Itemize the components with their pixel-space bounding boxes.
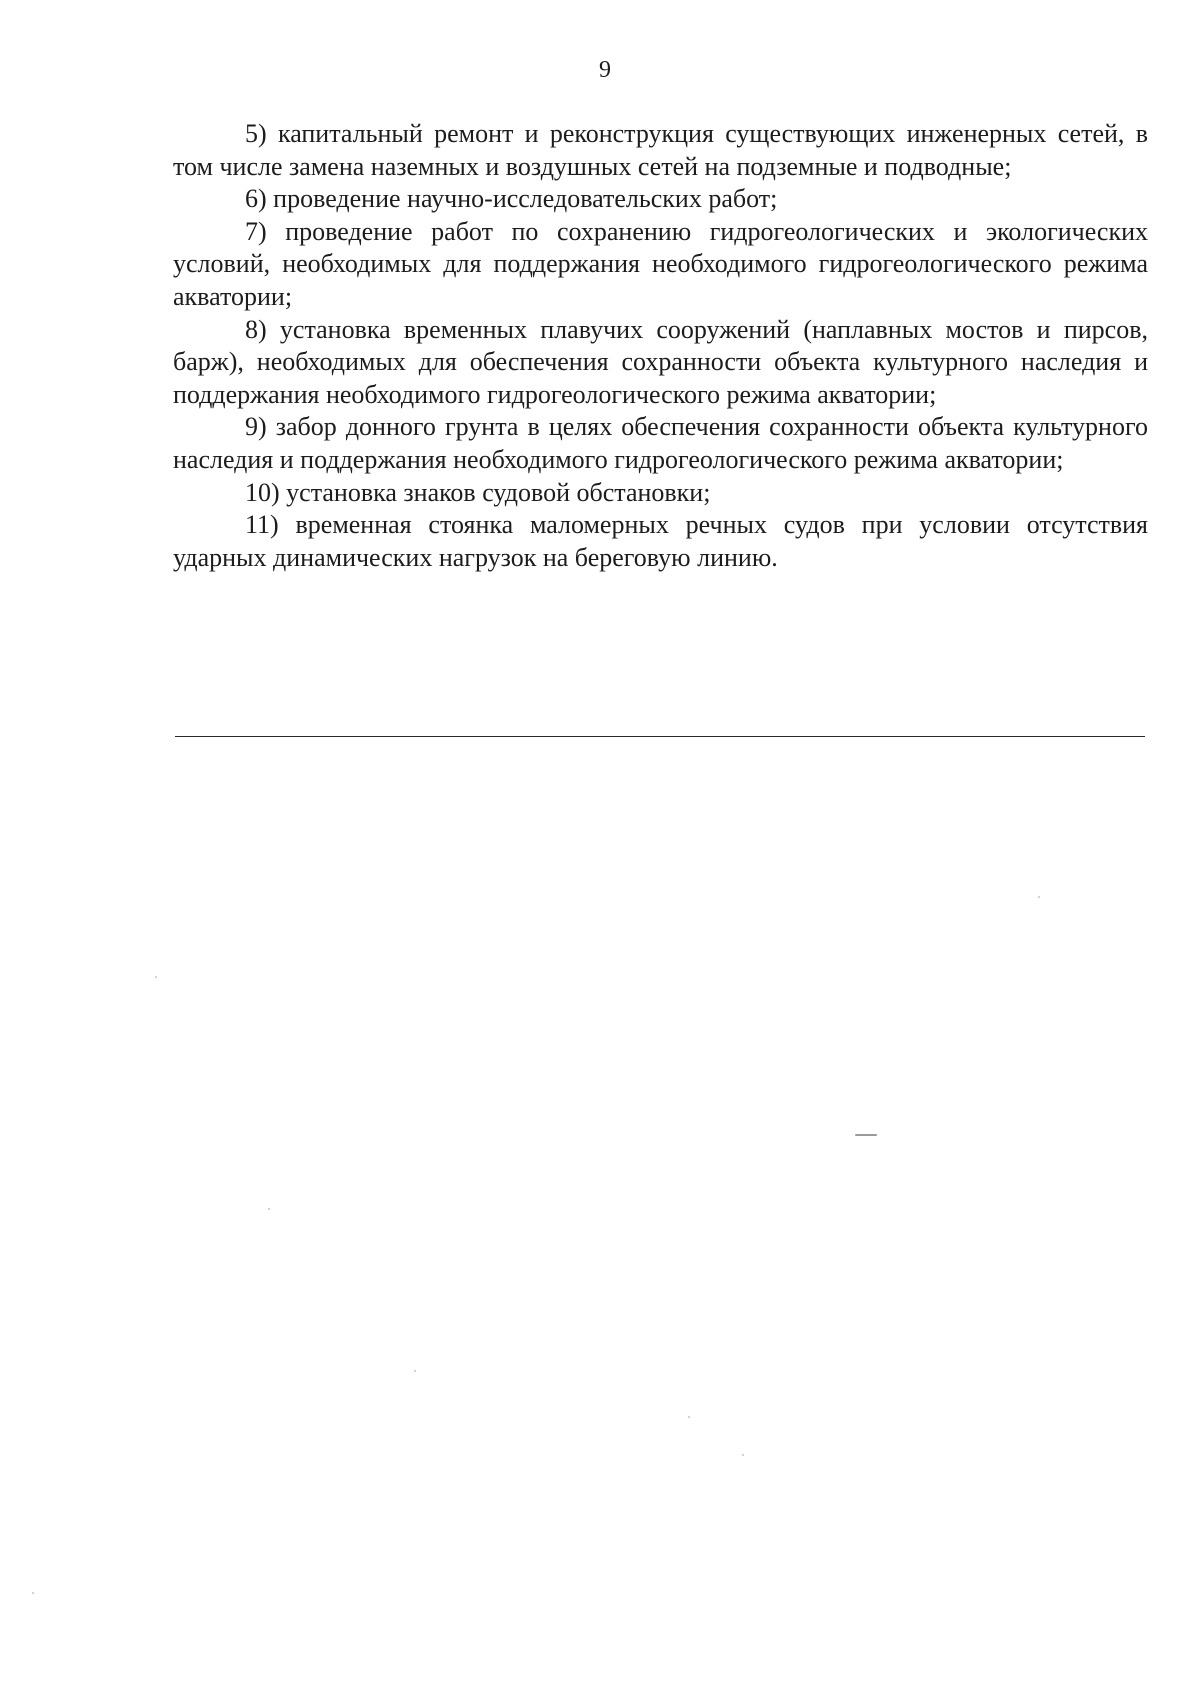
paragraph-item-5: 5) капитальный ремонт и реконструкция существующих инженерных сетей, в том числе замена наземных и воздушных сетей на подземные и подводные; — [173, 119, 1148, 181]
scan-speck — [742, 1454, 744, 1456]
document-body — [173, 118, 1148, 574]
page-number: 9 — [599, 57, 611, 83]
paragraph-item-9: 9) забор донного грунта в целях обеспечения сохранности объекта культурного наследия и поддержания необходимого гидрогеологического режима акватории; — [173, 412, 1148, 474]
scan-speck — [32, 1592, 34, 1594]
paragraph-item-11: 11) временная стоянка маломерных речных судов при условии отсутствия ударных динамических нагрузок на береговую линию. — [173, 510, 1148, 572]
end-of-text-divider — [175, 736, 1145, 737]
paragraph-item-7: 7) проведение работ по сохранению гидрогеологических и экологических условий, необходимых для поддержания необходимого гидрогеологического режима акватории; — [173, 216, 1148, 311]
scan-smudge — [855, 1134, 877, 1136]
scan-speck — [1038, 896, 1040, 898]
scan-speck — [268, 1208, 270, 1210]
scan-speck — [688, 1416, 690, 1418]
paragraph-item-6: 6) проведение научно-исследовательских работ; — [245, 184, 778, 214]
scan-speck — [155, 976, 157, 978]
scan-speck — [414, 1370, 416, 1372]
paragraph-item-8: 8) установка временных плавучих сооружений (наплавных мостов и пирсов, барж), необходимых для обеспечения сохранности объекта культурного наследия и поддержания необходимого гидрогеологического режима акватории; — [173, 314, 1148, 409]
paragraph-item-10: 10) установка знаков судовой обстановки; — [245, 477, 711, 507]
